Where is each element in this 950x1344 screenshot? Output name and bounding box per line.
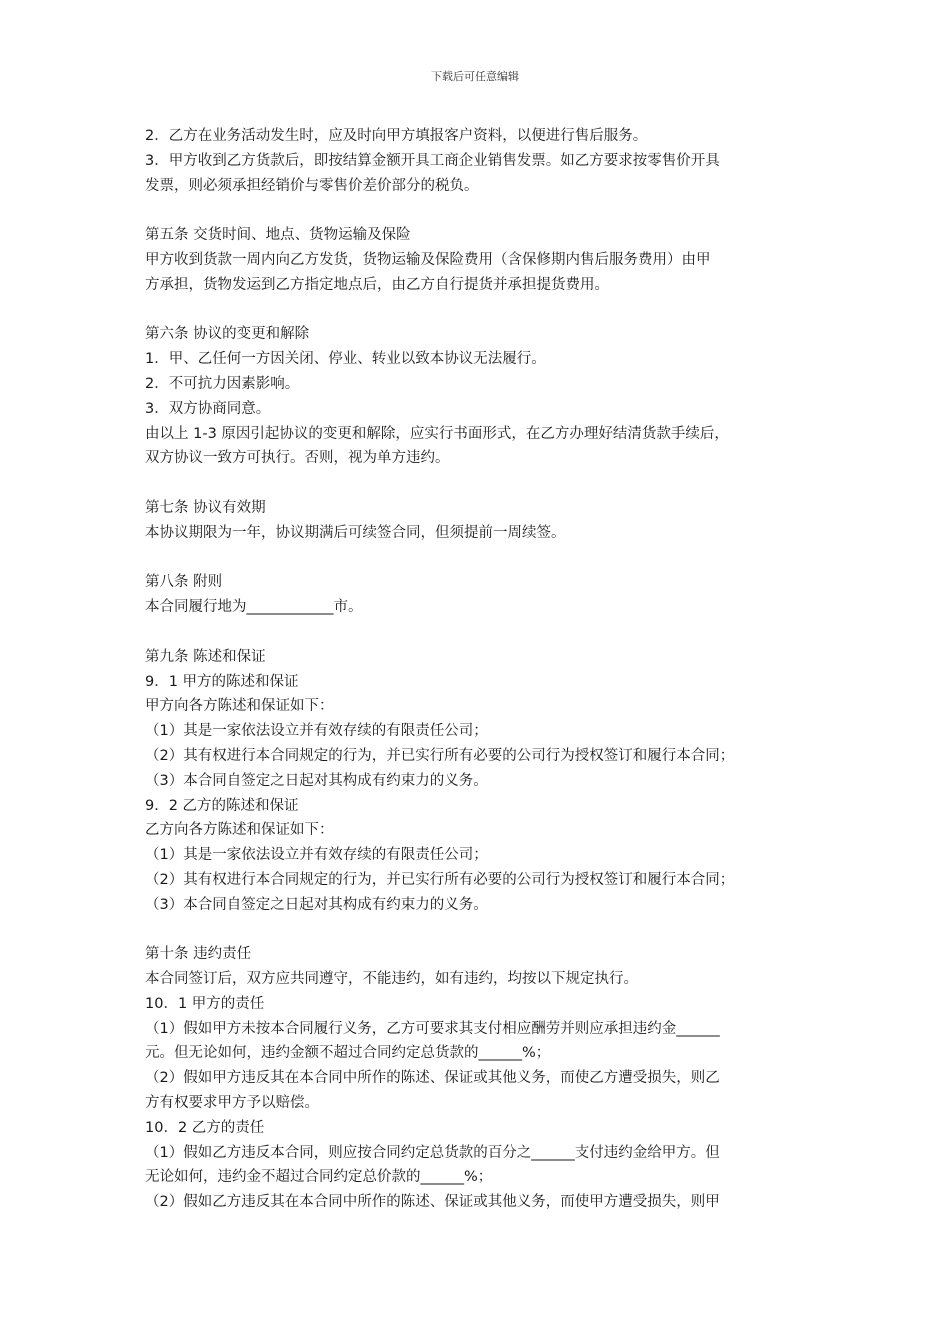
text-line: 由以上 1-3 原因引起协议的变更和解除，应实行书面形式，在乙方办理好结清货款手续后， (145, 425, 729, 442)
text-line: 元。但无论如何，违约金额不超过合同约定总货款的______%； (145, 1045, 551, 1062)
text-line: 无论如何，违约金不超过合同约定总价款的______%； (145, 1169, 493, 1186)
text-line: 本合同履行地为____________市。 (145, 599, 363, 616)
text-line: （1）假如乙方违反本合同，则应按合同约定总货款的百分之______支付违约金给甲方。但 (145, 1144, 720, 1161)
text-line: 本合同签订后，双方应共同遵守，不能违约，如有违约，均按以下规定执行。 (145, 971, 638, 988)
text-line: 第六条 协议的变更和解除 (145, 326, 310, 343)
text-line: （2）其有权进行本合同规定的行为，并已实行所有必要的公司行为授权签订和履行本合同； (145, 747, 735, 764)
blank-line (145, 620, 817, 645)
text-line: （1）其是一家依法设立并有效存续的有限责任公司； (145, 847, 488, 864)
text-line: 10．1 甲方的责任 (145, 995, 265, 1012)
text-line: 方有权要求甲方予以赔偿。 (145, 1095, 319, 1112)
text-line: （3）本合同自签定之日起对其构成有约束力的义务。 (145, 772, 488, 789)
text-line: 3．甲方收到乙方货款后，即按结算金额开具工商企业销售发票。如乙方要求按零售价开具 (145, 152, 720, 169)
text-line: 第七条 协议有效期 (145, 499, 266, 516)
text-line: 2．乙方在业务活动发生时，应及时向甲方填报客户资料，以便进行售后服务。 (145, 128, 648, 144)
document-body (145, 124, 817, 1215)
text-line: （1）其是一家依法设立并有效存续的有限责任公司； (145, 723, 488, 740)
blank-line (145, 198, 817, 223)
text-line: 9．1 甲方的陈述和保证 (145, 673, 299, 690)
blank-line (145, 918, 817, 943)
text-line: 2．不可抗力因素影响。 (145, 375, 300, 392)
text-line: （3）本合同自签定之日起对其构成有约束力的义务。 (145, 896, 488, 913)
text-line: 本协议期限为一年，协议期满后可续签合同，但须提前一周续签。 (145, 524, 566, 541)
text-line: 1．甲、乙任何一方因关闭、停业、转业以致本协议无法履行。 (145, 351, 546, 368)
text-line: （1）假如甲方未按本合同履行义务，乙方可要求其支付相应酬劳并则应承担违约金______ (145, 1020, 720, 1037)
text-line: （2）假如乙方违反其在本合同中所作的陈述、保证或其他义务，而使甲方遭受损失，则甲 (145, 1194, 720, 1211)
text-line: 方承担，货物发运到乙方指定地点后，由乙方自行提货并承担提货费用。 (145, 276, 609, 293)
blank-line (145, 546, 817, 571)
text-line: 第五条 交货时间、地点、货物运输及保险 (145, 227, 411, 244)
blank-line (145, 298, 817, 323)
text-line: 第八条 附则 (145, 574, 223, 591)
page-header-note: 下载后可任意编辑 (431, 70, 519, 83)
text-line: 双方协议一致方可执行。否则，视为单方违约。 (145, 450, 450, 467)
text-line: 甲方收到货款一周内向乙方发货，货物运输及保险费用（含保修期内售后服务费用）由甲 (145, 251, 711, 268)
text-line: 发票，则必须承担经销价与零售价差价部分的税负。 (145, 177, 479, 194)
text-line: 10．2 乙方的责任 (145, 1119, 265, 1136)
text-line: （2）假如甲方违反其在本合同中所作的陈述、保证或其他义务，而使乙方遭受损失，则乙 (145, 1070, 720, 1087)
text-line: 乙方向各方陈述和保证如下： (145, 822, 334, 839)
text-line: 9．2 乙方的陈述和保证 (145, 797, 299, 814)
text-line: （2）其有权进行本合同规定的行为，并已实行所有必要的公司行为授权签订和履行本合同； (145, 871, 735, 888)
text-line: 甲方向各方陈述和保证如下： (145, 698, 334, 715)
text-line: 第十条 违约责任 (145, 946, 252, 963)
text-line: 3．双方协商同意。 (145, 400, 271, 417)
text-line: 第九条 陈述和保证 (145, 648, 266, 665)
blank-line (145, 471, 817, 496)
